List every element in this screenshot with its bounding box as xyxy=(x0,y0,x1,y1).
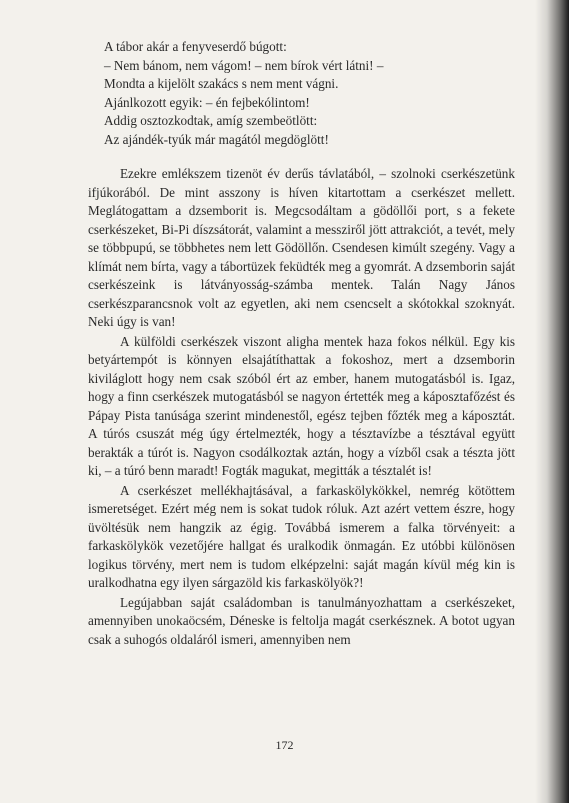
poem-line: – Nem bánom, nem vágom! – nem bírok vért látni! – xyxy=(104,57,384,73)
paragraph: Legújabban saját családomban is tanulmányozhattam a cserkészeket, amennyiben unokaöcsém, Déneske is feltolja magát cserkésznek. A botot ugyan csak a suhogós oldaláról ismeri, amennyiben nem xyxy=(88,594,515,647)
poem-line: Addig osztozkodtak, amíg szembeötlött: xyxy=(104,113,318,128)
page-number: 172 xyxy=(275,738,294,752)
poem-line: Ajánlkozott egyik: – én fejbekólintom! xyxy=(104,94,310,110)
page-body xyxy=(88,38,515,650)
poem-block xyxy=(104,38,515,149)
paragraph: A külföldi cserkészek viszont aligha mentek haza fokos nélkül. Egy kis betyártempót is könnyen elsajátíthattak a fokoshoz, mert a dzsemborin kiviláglott hogy nem csak szóból ért az ember, hanem mutogatásból is. Igaz, hogy a finn cserkészek mutogatásból se nagyon értették meg a káposztafőzést és Pápay Pista tanúsága szerint mindenestől, egész tejben főzték meg a káposztát. A túrós csuszát még úgy értelmezték, hogy a tésztavízbe a tésztával együtt berakták a túrót is. Nagyon csodálkoztak aztán, hogy a vízből csak a tészta jött ki, – a túró benn maradt! Fogták magukat, megitták a tésztalét is! xyxy=(88,333,515,478)
book-spine-shadow xyxy=(535,0,569,803)
poem-line: Az ajándék-tyúk már magától megdöglött! xyxy=(104,131,329,147)
poem-line: A tábor akár a fenyveserdő búgott: xyxy=(104,39,287,54)
paragraph: Ezekre emlékszem tizenöt év derűs távlatából, – szolnoki cserkészetünk ifjúkorából. De mint asszony is híven kitartottam a cserkészet mellett. Meglátogattam a dzsemborit is. Megcsodáltam a gödöllői port, s a fekete cserkészeket, Bi-Pi díszsátorát, valamint a messziről jött attrakciót, a tevét, mely se többpupú, se többhetes nem lett Gödöllőn. Csendesen kimúlt szegény. Vagy a klímát nem bírta, vagy a tábortüzek feküdték meg a gyomrát. A dzsemborin saját cserkészeink is látványosság-számba mentek. Talán Nagy János cserkészparancsnok volt az egyetlen, aki nem csencselt a skótokkal szoknyát. Neki úgy is van! xyxy=(88,166,515,329)
paragraph: A cserkészet mellékhajtásával, a farkaskölykökkel, nemrég kötöttem ismeretséget. Ezért még nem is sokat tudok róluk. Azt azért vettem észre, hogy üvöltésük nem hangzik az égig. Továbbá ismerem a falka törvényeit: a farkaskölykök vezetőjére hallgat és uralkodik önmagán. Ez utóbbi különösen logikus törvény, mert nem is tudom elképzelni: saját magán kívül még kin is uralkodhatna egy ilyen sárgazöld kis farkaskölyök?! xyxy=(88,482,515,590)
poem-line: Mondta a kijelölt szakács s nem ment vágni. xyxy=(104,76,339,91)
